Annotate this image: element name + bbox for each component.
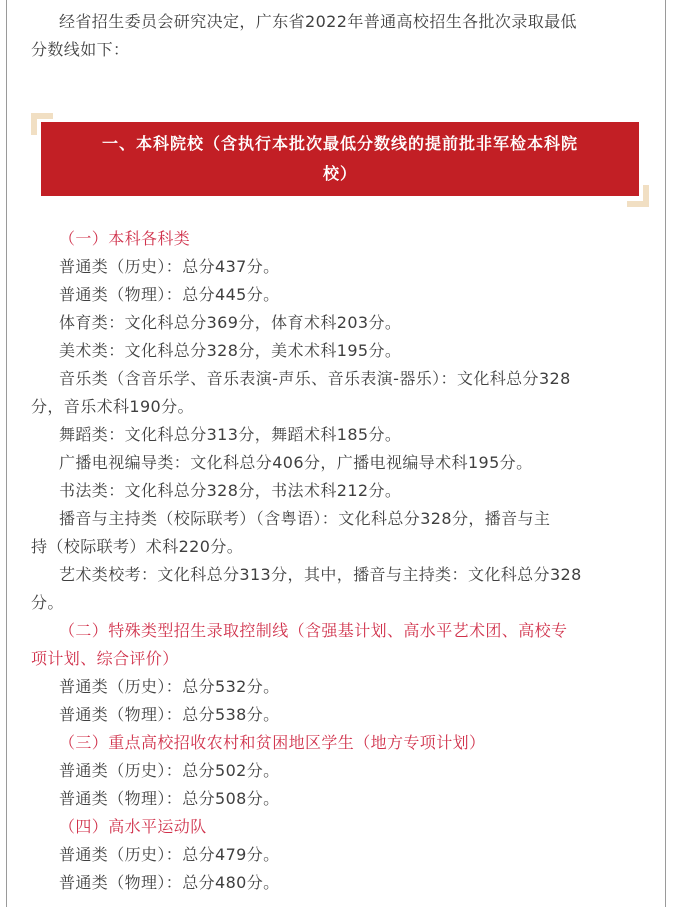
intro-text-line-2: 分数线如下： bbox=[31, 40, 130, 59]
intro-text-line-1: 经省招生委员会研究决定，广东省2022年普通高校招生各批次录取最低 bbox=[59, 12, 577, 31]
section-2-item: 普通类（物理）：总分538分。 bbox=[59, 705, 280, 724]
section-1-item: 普通类（历史）：总分437分。 bbox=[59, 257, 280, 276]
section-1-item: 广播电视编导类：文化科总分406分，广播电视编导术科195分。 bbox=[59, 453, 533, 472]
section-3-item: 普通类（历史）：总分502分。 bbox=[59, 761, 280, 780]
section-1-item: 普通类（物理）：总分445分。 bbox=[59, 285, 280, 304]
section-2-item: 普通类（历史）：总分532分。 bbox=[59, 677, 280, 696]
section-4-heading: （四）高水平运动队 bbox=[59, 817, 207, 836]
section-2-heading-line-2: 项计划、综合评价） bbox=[31, 649, 179, 668]
section-1-item-continued: 分，音乐术科190分。 bbox=[31, 397, 194, 416]
section-1-item-continued: 持（校际联考）术科220分。 bbox=[31, 537, 244, 556]
section-1-heading: （一）本科各科类 bbox=[59, 229, 191, 248]
banner-title bbox=[41, 122, 639, 196]
section-2-heading-line-1: （二）特殊类型招生录取控制线（含强基计划、高水平艺术团、高校专 bbox=[59, 621, 568, 640]
section-1-item: 音乐类（含音乐学、音乐表演-声乐、音乐表演-器乐）：文化科总分328 bbox=[59, 369, 571, 388]
banner-title-line-2: 校） bbox=[322, 164, 357, 183]
banner-title-line-1: 一、本科院校（含执行本批次最低分数线的提前批非军检本科院 bbox=[101, 134, 578, 153]
section-3-item: 普通类（物理）：总分508分。 bbox=[59, 789, 280, 808]
section-3-heading: （三）重点高校招收农村和贫困地区学生（地方专项计划） bbox=[59, 733, 486, 752]
section-1-item: 书法类：文化科总分328分，书法术科212分。 bbox=[59, 481, 402, 500]
section-1-item: 艺术类校考：文化科总分313分，其中，播音与主持类：文化科总分328 bbox=[59, 565, 582, 584]
section-4-item: 普通类（历史）：总分479分。 bbox=[59, 845, 280, 864]
section-1-item: 舞蹈类：文化科总分313分，舞蹈术科185分。 bbox=[59, 425, 402, 444]
section-1-item: 播音与主持类（校际联考）（含粤语）：文化科总分328分，播音与主 bbox=[59, 509, 551, 528]
section-1-item: 美术类：文化科总分328分，美术术科195分。 bbox=[59, 341, 402, 360]
section-4-item: 普通类（物理）：总分480分。 bbox=[59, 873, 280, 892]
section-1-item: 体育类：文化科总分369分，体育术科203分。 bbox=[59, 313, 402, 332]
section-1-item-continued: 分。 bbox=[31, 593, 64, 612]
section-banner bbox=[31, 113, 649, 207]
